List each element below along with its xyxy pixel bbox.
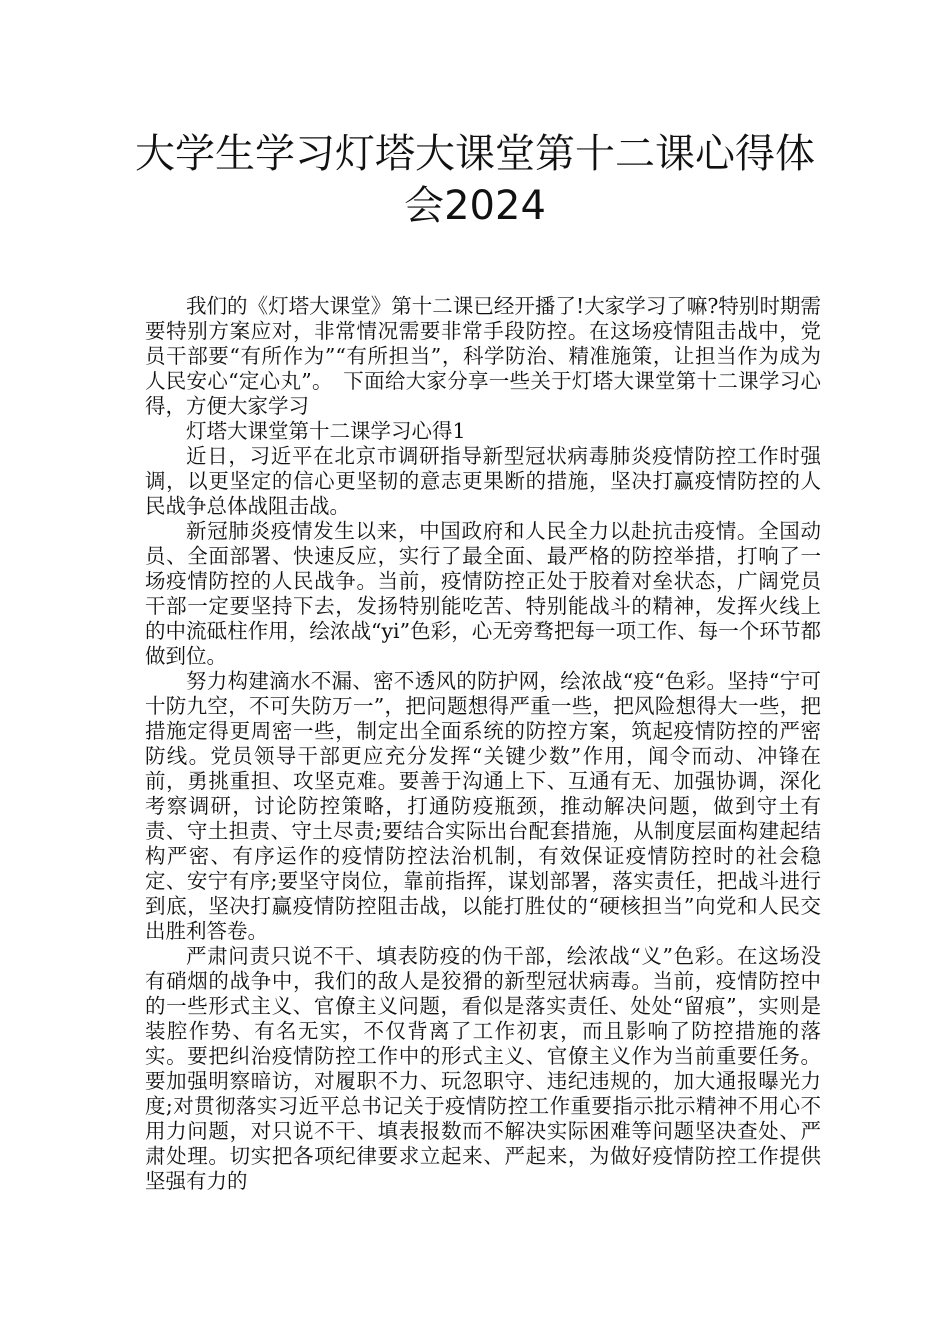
- document-title-line-1: 大学生学习灯塔大课堂第十二课心得体: [135, 131, 815, 177]
- body-paragraph: 努力构建滴水不漏、密不透风的防护网，绘浓战“疫“色彩。坚持“宁可十防九空，不可失防万一”，把问题想得严重一些，把风险想得大一些，把措施定得更周密一些，制定出全面系统的防控方案，筑起疫情防控的严密防线。党员领导干部更应充分发挥“关键少数”作用，闻令而动、冲锋在前，勇挑重担、攻坚克难。要善于沟通上下、互通有无、加强协调，深化考察调研，讨论防控策略，打通防疫瓶颈，推动解决问题，做到守土有责、守土担责、守土尽责;要结合实际出台配套措施，从制度层面构建起结构严密、有序运作的疫情防控法治机制，有效保证疫情防控时的社会稳定、安宁有序;要坚守岗位，靠前指挥，谋划部署，落实责任，把战斗进行到底，坚决打赢疫情防控阻击战，以能打胜仗的“硬核担当”向党和人民交出胜利答卷。: [145, 669, 821, 943]
- body-paragraph: 严肃问责只说不干、填表防疫的伪干部，绘浓战“义”色彩。在这场没有硝烟的战争中，我们的敌人是狡猾的新型冠状病毒。当前，疫情防控中的一些形式主义、官僚主义问题，看似是落实责任、处处“留痕”，实则是装腔作势、有名无实，不仅背离了工作初衷，而且影响了防控措施的落实。要把纠治疫情防控工作中的形式主义、官僚主义作为当前重要任务。要加强明察暗访，对履职不力、玩忽职守、违纪违规的，加大通报曝光力度;对贯彻落实习近平总书记关于疫情防控工作重要指示批示精神不用心不用力问题，对只说不干、填表报数而不解决实际困难等问题坚决查处、严肃处理。切实把各项纪律要求立起来、严起来，为做好疫情防控工作提供坚强有力的: [145, 944, 821, 1193]
- body-paragraph: 近日，习近平在北京市调研指导新型冠状病毒肺炎疫情防控工作时强调，以更坚定的信心更坚韧的意志更果断的措施，坚决打赢疫情防控的人民战争总体战阻击战。: [145, 444, 821, 518]
- document-title-line-2: 会2024: [404, 183, 546, 229]
- intro-paragraph: 我们的《灯塔大课堂》第十二课已经开播了!大家学习了嘛?特别时期需要特别方案应对，非常情况需要非常手段防控。在这场疫情阻击战中，党员干部要“有所作为”“有所担当”，科学防治、精准施策，让担当作为成为人民安心“定心丸”。 下面给大家分享一些关于灯塔大课堂第十二课学习心得，方便大家学习: [145, 294, 821, 418]
- section-heading: 灯塔大课堂第十二课学习心得1: [186, 419, 466, 443]
- document-body: [145, 294, 821, 1194]
- document-title: [120, 128, 830, 232]
- body-paragraph: 新冠肺炎疫情发生以来，中国政府和人民全力以赴抗击疫情。全国动员、全面部署、快速反应，实行了最全面、最严格的防控举措，打响了一场疫情防控的人民战争。当前，疫情防控正处于胶着对垒状态，广阔党员干部一定要坚持下去，发扬特别能吃苦、特别能战斗的精神，发挥火线上的中流砥柱作用，绘浓战“yi”色彩，心无旁骛把每一项工作、每一个环节都做到位。: [145, 519, 821, 668]
